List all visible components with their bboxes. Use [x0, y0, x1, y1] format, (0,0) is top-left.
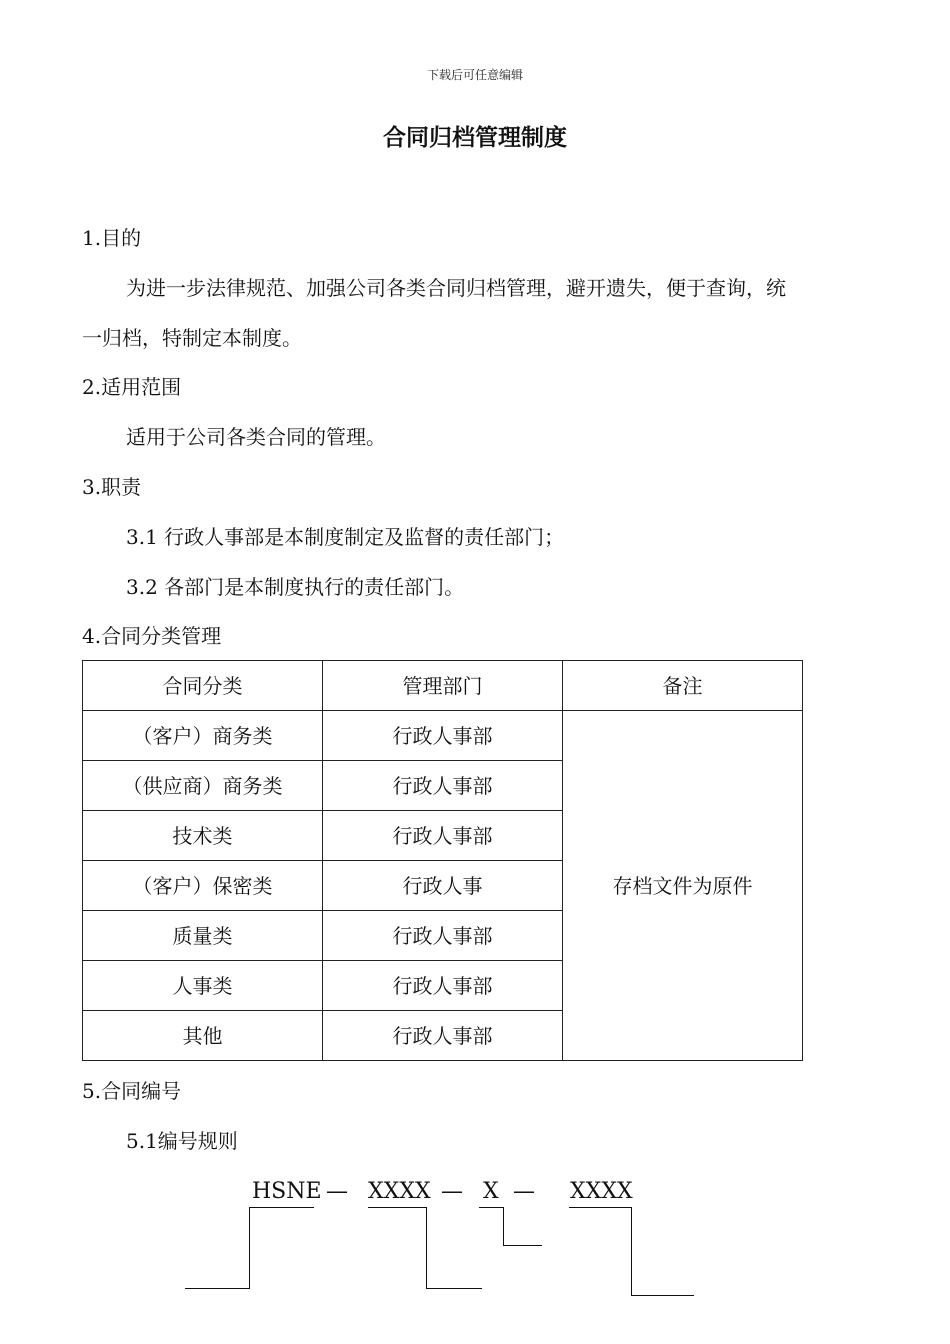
header-note: 下载后可任意编辑	[426, 68, 523, 82]
section-5-subheading: 5.1编号规则	[126, 1129, 238, 1153]
code-prefix: HSNE	[252, 1179, 322, 1204]
table-header-cell: 合同分类	[83, 661, 323, 711]
table-cell-department: 行政人事部	[323, 761, 563, 811]
table-cell-category: （客户）商务类	[83, 711, 323, 761]
section-3-item-2: 3.2 各部门是本制度执行的责任部门。	[126, 575, 465, 599]
connector-line	[185, 1288, 250, 1289]
connector-line	[249, 1207, 250, 1288]
section-5-heading: 5.合同编号	[82, 1079, 182, 1103]
section-2-heading: 2.适用范围	[82, 375, 182, 399]
connector-line	[368, 1207, 427, 1208]
connector-line	[503, 1207, 504, 1245]
code-dash: —	[513, 1179, 535, 1204]
section-1-heading: 1.目的	[82, 226, 142, 250]
table-cell-department: 行政人事	[323, 861, 563, 911]
connector-line	[479, 1207, 504, 1208]
code-segment-2: XXXX	[368, 1179, 431, 1204]
table-cell-category: 其他	[83, 1011, 323, 1061]
section-3-item-1: 3.1 行政人事部是本制度制定及监督的责任部门；	[126, 525, 565, 549]
document-title: 合同归档管理制度	[383, 124, 567, 151]
code-dash: —	[326, 1179, 348, 1204]
section-3-heading: 3.职责	[82, 475, 142, 499]
table-row	[83, 711, 803, 761]
table-cell-department: 行政人事部	[323, 1011, 563, 1061]
code-segment-4: XXXX	[570, 1179, 633, 1204]
table-cell-category: 人事类	[83, 961, 323, 1011]
connector-line	[249, 1207, 314, 1208]
table-cell-department: 行政人事部	[323, 961, 563, 1011]
connector-line	[503, 1245, 542, 1246]
table-cell-remark: 存档文件为原件	[563, 711, 803, 1061]
table-cell-category: 质量类	[83, 911, 323, 961]
table-cell-department: 行政人事部	[323, 911, 563, 961]
section-4-heading: 4.合同分类管理	[82, 624, 222, 648]
table-cell-department: 行政人事部	[323, 811, 563, 861]
section-1-paragraph-line1: 为进一步法律规范、加强公司各类合同归档管理，避开遗失，便于查询，统	[126, 276, 786, 300]
connector-line	[426, 1288, 482, 1289]
connector-line	[631, 1295, 694, 1296]
table-header-cell: 管理部门	[323, 661, 563, 711]
contract-classification-table	[82, 660, 803, 1061]
table-cell-department: 行政人事部	[323, 711, 563, 761]
connector-line	[631, 1207, 632, 1295]
table-cell-category: （供应商）商务类	[83, 761, 323, 811]
code-dash: —	[441, 1179, 463, 1204]
section-2-paragraph: 适用于公司各类合同的管理。	[126, 425, 386, 449]
connector-line	[569, 1207, 632, 1208]
table-header-row	[83, 661, 803, 711]
table-header-cell: 备注	[563, 661, 803, 711]
table-cell-category: 技术类	[83, 811, 323, 861]
table-cell-category: （客户）保密类	[83, 861, 323, 911]
code-segment-3: X	[483, 1179, 499, 1204]
connector-line	[426, 1207, 427, 1288]
section-1-paragraph-line2: 一归档，特制定本制度。	[82, 326, 302, 350]
